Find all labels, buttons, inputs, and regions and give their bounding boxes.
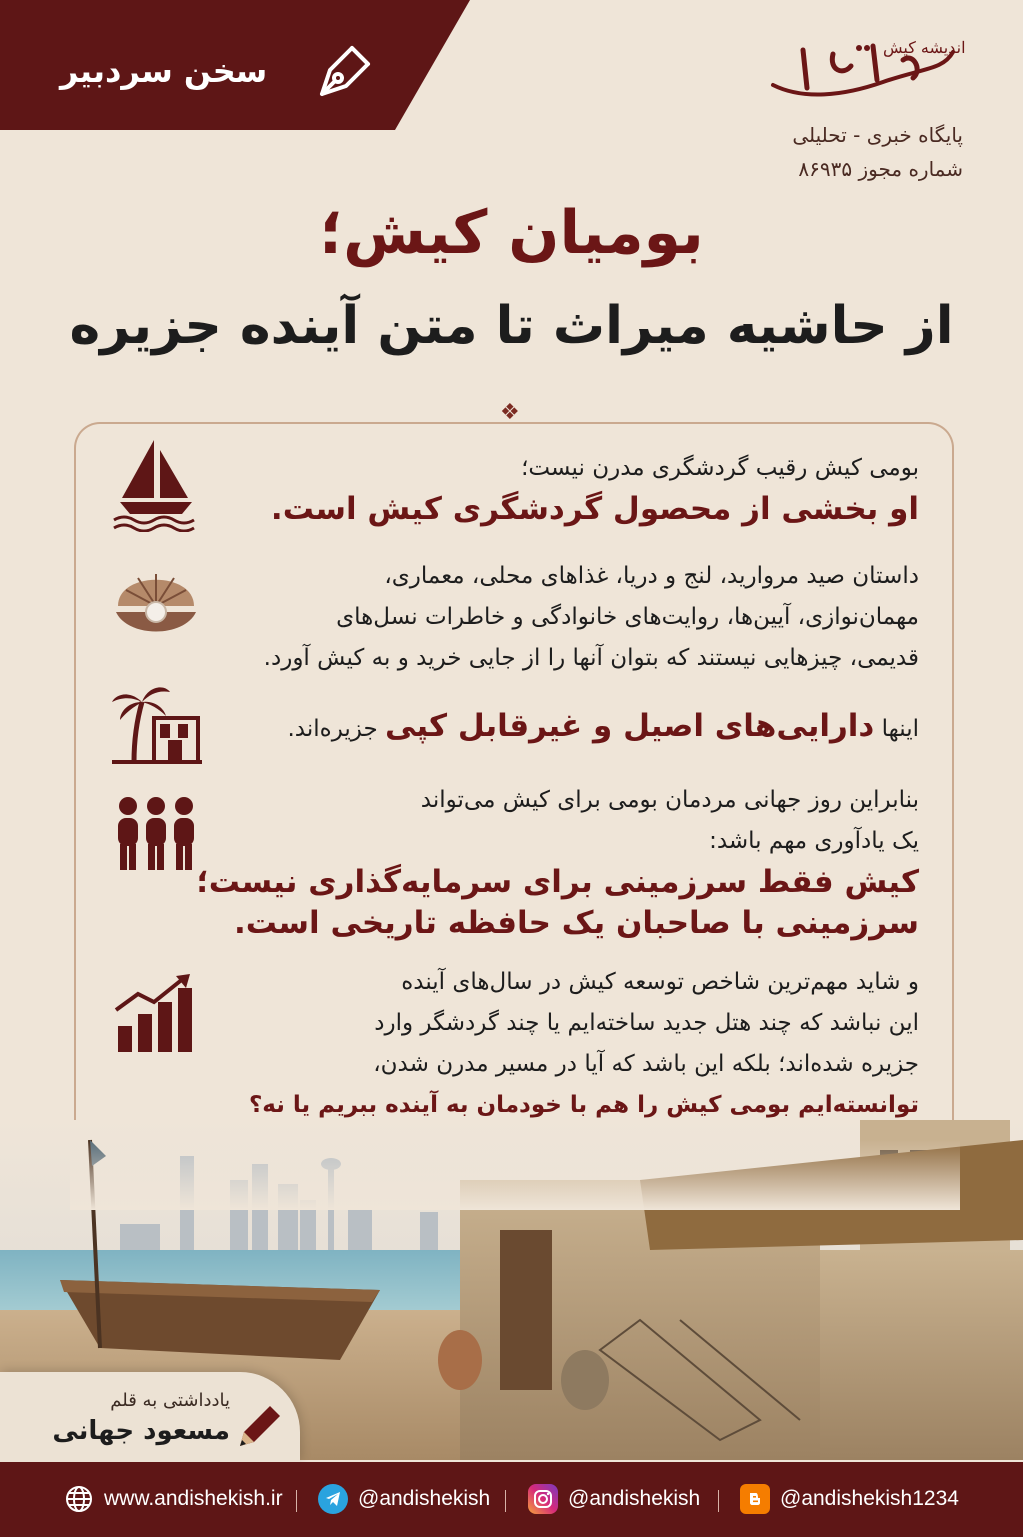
author-caption: یادداشتی به قلم xyxy=(110,1390,230,1411)
site-description xyxy=(792,118,963,186)
section-3-text xyxy=(287,706,919,750)
section-3-pre: اینها xyxy=(881,716,919,742)
section-4-highlight-2: سرزمینی با صاحبان یک حافظه تاریخی است. xyxy=(233,905,919,941)
section-2-text xyxy=(264,556,919,679)
telegram-icon xyxy=(318,1484,348,1514)
footer-divider xyxy=(296,1490,297,1512)
section-3-highlight: دارایی‌های اصیل و غیرقابل کپی xyxy=(385,708,875,744)
blogger-icon xyxy=(740,1484,770,1514)
website-link[interactable] xyxy=(64,1484,283,1514)
instagram-link[interactable] xyxy=(528,1484,700,1514)
site-logo xyxy=(763,30,966,110)
instagram-handle: @andishekish xyxy=(568,1487,701,1510)
site-type: پایگاه خبری - تحلیلی xyxy=(792,123,963,147)
pearl-shell-icon xyxy=(108,556,204,646)
section-label: سخن سردبیر xyxy=(60,52,268,90)
growth-chart-icon xyxy=(108,970,204,1060)
section-3-post: جزیره‌اند. xyxy=(287,716,378,742)
section-5-line-2: این نباشد که چند هتل جدید ساخته‌ایم یا چند گردشگر وارد xyxy=(374,1010,919,1036)
section-5-line-3: جزیره شده‌اند؛ بلکه این باشد که آیا در مسیر مدرن شدن، xyxy=(373,1051,919,1077)
instagram-icon xyxy=(528,1484,558,1514)
author-box xyxy=(0,1372,300,1462)
license-number: شماره مجوز ۸۶۹۳۵ xyxy=(798,157,963,181)
section-4-highlight-1: کیش فقط سرزمینی برای سرمایه‌گذاری نیست؛ xyxy=(196,864,919,900)
frame-fade xyxy=(70,1140,960,1210)
section-4-line-1: بنابراین روز جهانی مردمان بومی برای کیش می‌تواند xyxy=(420,787,919,813)
section-4-line-2: یک یادآوری مهم باشد: xyxy=(709,828,919,854)
footer-bar xyxy=(0,1462,1023,1537)
sailboat-icon xyxy=(108,436,204,532)
pen-nib-icon xyxy=(312,40,376,104)
headline: بومیان کیش؛ xyxy=(319,198,704,268)
section-5-text xyxy=(249,962,919,1126)
blogger-link[interactable] xyxy=(740,1484,959,1514)
subheadline: از حاشیه میراث تا متن آینده جزیره xyxy=(69,296,954,356)
globe-icon xyxy=(64,1484,94,1514)
website-text: www.andishekish.ir xyxy=(104,1487,283,1510)
footer-divider xyxy=(505,1490,506,1512)
author-name: مسعود جهانی xyxy=(52,1416,230,1446)
blogger-handle: @andishekish1234 xyxy=(780,1487,959,1510)
people-icon xyxy=(108,790,204,880)
section-5-line-1: و شاید مهم‌ترین شاخص توسعه کیش در سال‌های آینده xyxy=(401,969,919,995)
section-1-line-1: بومی کیش رقیب گردشگری مدرن نیست؛ xyxy=(521,455,919,481)
logo-text: اندیشه کیش xyxy=(883,38,966,57)
section-2-line-1: داستان صید مروارید، لنج و دریا، غذاهای محلی، معماری، xyxy=(384,563,919,589)
ornament-icon: ❖ xyxy=(500,400,520,425)
footer-divider xyxy=(718,1490,719,1512)
section-5-highlight: توانسته‌ایم بومی کیش را هم با خودمان به آینده ببریم یا نه؟ xyxy=(248,1092,919,1118)
telegram-link[interactable] xyxy=(318,1484,490,1514)
section-1-text xyxy=(271,448,919,530)
pencil-icon xyxy=(232,1398,288,1454)
section-2-line-3: قدیمی، چیزهایی نیستند که بتوان آنها را از جایی خرید و به کیش آورد. xyxy=(263,645,919,671)
telegram-handle: @andishekish xyxy=(358,1487,491,1510)
section-1-highlight: او بخشی از محصول گردشگری کیش است. xyxy=(270,491,919,527)
section-2-line-2: مهمان‌نوازی، آیین‌ها، روایت‌های خانوادگی و خاطرات نسل‌های xyxy=(336,604,919,630)
section-4-text xyxy=(196,780,919,944)
palm-house-icon xyxy=(108,676,204,766)
